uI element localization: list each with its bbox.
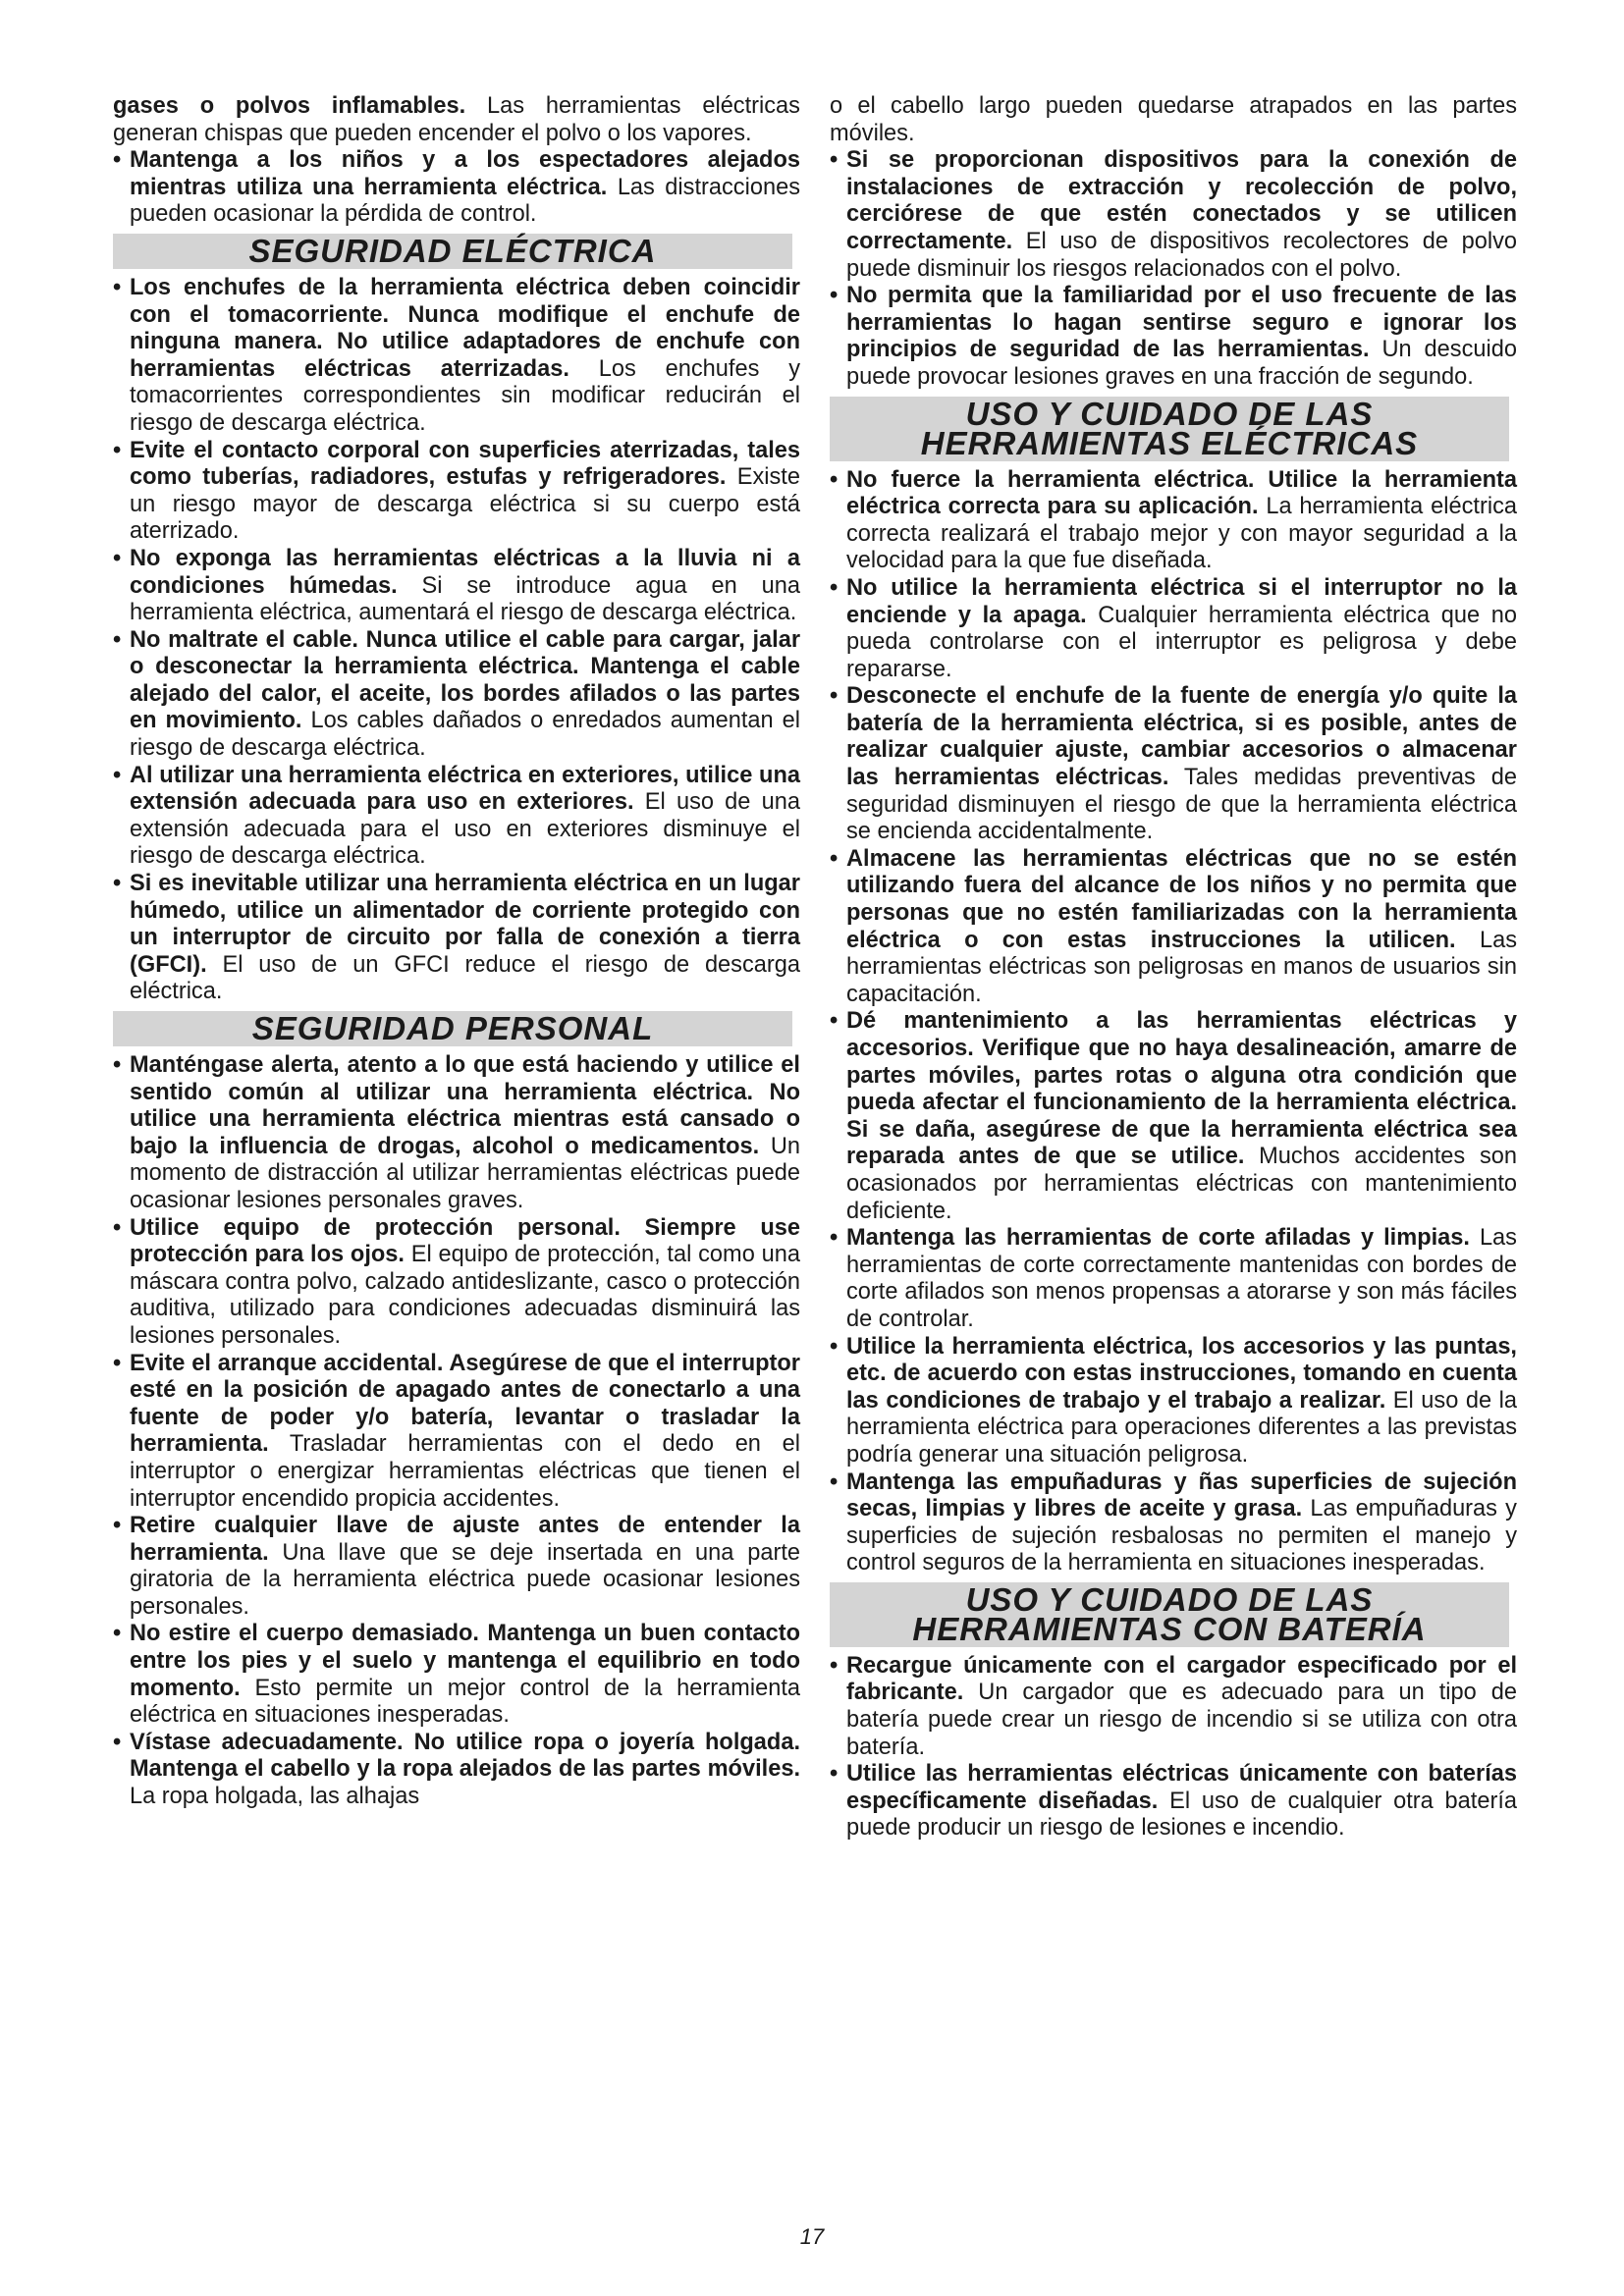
- bullet-bold: No maltrate el cable. Nunca utilice el cable para cargar, jalar o desconectar la herramienta eléctrica. Mantenga el cable alejado del calor, el aceite, los bordes afilados o las partes en movimiento.: [130, 626, 800, 734]
- bullet-bold: Evite el contacto corporal con superficies aterrizadas, tales como tuberías, radiadores, estufas y refrigeradores.: [130, 437, 800, 491]
- bullet-bold: Retire cualquier llave de ajuste antes de entender la herramienta.: [130, 1513, 800, 1566]
- bullet-text: Trasladar herramientas con el dedo en el interruptor o energizar herramientas eléctricas que tienen el interruptor encendido propicia accidentes.: [130, 1431, 800, 1512]
- bullet-item: [113, 1513, 800, 1621]
- bullet-item: [830, 1469, 1517, 1577]
- bullet-text: El uso de cualquier otra batería puede producir un riesgo de lesiones e incendio.: [846, 1788, 1517, 1842]
- bullet-text: Cualquier herramienta eléctrica que no pueda controlarse con el interruptor es peligrosa y debe repararse.: [846, 602, 1517, 682]
- bullet-item: [830, 846, 1517, 1009]
- bullet-bold: Dé mantenimiento a las herramientas eléctricas y accesorios. Verifique que no haya desalineación, amarre de partes móviles, partes rotas o alguna otra condición que pueda afectar el funcionamiento de la herramienta eléctrica. Si se daña, asegúrese de que la herramienta eléctrica sea reparada antes de que se utilice.: [846, 1008, 1517, 1170]
- paragraph-text: o el cabello largo pueden quedarse atrapados en las partes móviles.: [830, 93, 1517, 146]
- bullet-item: [113, 627, 800, 763]
- bullet-text: Un cargador que es adecuado para un tipo de batería puede crear un riesgo de incendio si se utiliza con otra batería.: [846, 1680, 1517, 1760]
- bullet-bold: Almacene las herramientas eléctricas que no se estén utilizando fuera del alcance de los niños y no permita que personas que no estén familiarizadas con la herramienta eléctrica o con estas instrucciones la utilicen.: [846, 845, 1517, 953]
- paragraph: [830, 93, 1517, 147]
- bullet-text: La ropa holgada, las alhajas: [130, 1784, 420, 1810]
- bullet-text: La herramienta eléctrica correcta realizará el trabajo mejor y con mayor seguridad a la velocidad para la que fue diseñada.: [846, 494, 1517, 574]
- bullet-item: [830, 283, 1517, 391]
- bullet-item: [113, 147, 800, 229]
- bullet-bold: Al utilizar una herramienta eléctrica en exteriores, utilice una extensión adecuada para uso en exteriores.: [130, 762, 800, 816]
- bullet-text: Las herramientas de corte correctamente mantenidas con bordes de corte afilados son menos propensas a atorarse y son más fáciles de controlar.: [846, 1225, 1517, 1332]
- bullet-text: Las herramientas eléctricas son peligrosas en manos de usuarios sin capacitación.: [846, 927, 1517, 1007]
- bullet-bold: No fuerce la herramienta eléctrica. Utilice la herramienta eléctrica correcta para su aplicación.: [846, 466, 1517, 520]
- bullet-text: Las empuñaduras y superficies de sujeción resbalosas no permiten el manejo y control seguros de la herramienta en situaciones inesperadas.: [846, 1496, 1517, 1576]
- bullet-bold: Mantenga las herramientas de corte afiladas y limpias.: [846, 1225, 1470, 1252]
- page-number: 17: [799, 2224, 825, 2249]
- bullet-item: [113, 1052, 800, 1215]
- bullet-bold: Mantenga a los niños y a los espectadores alejados mientras utiliza una herramienta eléctrica.: [130, 147, 800, 200]
- bullet-item: [830, 1761, 1517, 1842]
- bullet-text: El uso de dispositivos recolectores de polvo puede disminuir los riesgos relacionados con el polvo.: [846, 228, 1517, 282]
- bullet-item: [830, 1653, 1517, 1761]
- paragraph: [113, 93, 800, 147]
- bullet-item: [113, 438, 800, 546]
- bullet-bold: Utilice equipo de protección personal. Siempre use protección para los ojos.: [130, 1214, 800, 1268]
- bullet-bold: No exponga las herramientas eléctricas a la lluvia ni a condiciones húmedas.: [130, 545, 800, 599]
- bullet-item: [830, 467, 1517, 575]
- bullet-bold: Si se proporcionan dispositivos para la conexión de instalaciones de extracción y recolección de polvo, cerciórese de que estén conectados y se utilicen correctamente.: [846, 147, 1517, 254]
- bullet-item: [830, 575, 1517, 683]
- bullet-item: [113, 1621, 800, 1729]
- bullet-bold: Si es inevitable utilizar una herramienta eléctrica en un lugar húmedo, utilice un alimentador de corriente protegido con un interruptor de circuito por falla de conexión a tierra (GFCI).: [130, 871, 800, 978]
- paragraph-bold: gases o polvos inflamables.: [113, 93, 466, 119]
- bullet-bold: No utilice la herramienta eléctrica si el interruptor no la enciende y la apaga.: [846, 574, 1517, 628]
- bullet-text: Un momento de distracción al utilizar herramientas eléctricas puede ocasionar lesiones personales graves.: [130, 1133, 800, 1213]
- bullet-item: [113, 871, 800, 1006]
- bullet-text: Una llave que se deje insertada en una parte giratoria de la herramienta eléctrica puede ocasionar lesiones personales.: [130, 1539, 800, 1620]
- section-heading-seguridad-personal: SEGURIDAD PERSONAL: [113, 1011, 792, 1046]
- bullet-text: El uso de una extensión adecuada para el uso en exteriores disminuye el riesgo de descarga eléctrica.: [130, 789, 800, 870]
- bullet-item: [830, 1008, 1517, 1225]
- bullet-bold: No permita que la familiaridad por el uso frecuente de las herramientas lo hagan sentirse seguro e ignorar los principios de seguridad de las herramientas.: [846, 283, 1517, 363]
- bullet-bold: Evite el arranque accidental. Asegúrese de que el interruptor esté en la posición de apagado antes de conectarlo a una fuente de poder y/o batería, levantar o trasladar la herramienta.: [130, 1350, 800, 1458]
- bullet-item: [113, 1215, 800, 1351]
- bullet-bold: Mantenga las empuñaduras y ñas superficies de sujeción secas, limpias y libres de aceite y grasa.: [846, 1468, 1517, 1522]
- bullet-bold: Utilice la herramienta eléctrica, los accesorios y las puntas, etc. de acuerdo con estas instrucciones, tomando en cuenta las condiciones de trabajo y el trabajo a realizar.: [846, 1333, 1517, 1414]
- bullet-text: Existe un riesgo mayor de descarga eléctrica si su cuerpo está aterrizado.: [130, 464, 800, 545]
- bullet-item: [830, 683, 1517, 846]
- section-heading-seguridad-electrica: SEGURIDAD ELÉCTRICA: [113, 234, 792, 269]
- bullet-text: El equipo de protección, tal como una máscara contra polvo, calzado antideslizante, casco o protección auditiva, utilizado para condiciones adecuadas disminuirá las lesiones personales.: [130, 1242, 800, 1349]
- bullet-text: Los enchufes y tomacorrientes correspondientes sin modificar reducirán el riesgo de descarga eléctrica.: [130, 355, 800, 436]
- bullet-bold: Utilice las herramientas eléctricas únicamente con baterías específicamente diseñadas.: [846, 1761, 1517, 1814]
- section-heading-uso-cuidado-bateria: USO Y CUIDADO DE LAS HERRAMIENTAS CON BATERÍA: [830, 1582, 1509, 1647]
- bullet-item: [830, 1334, 1517, 1469]
- bullet-text: Un descuido puede provocar lesiones graves en una fracción de segundo.: [846, 337, 1517, 390]
- bullet-item: [113, 1351, 800, 1514]
- bullet-text: Tales medidas preventivas de seguridad disminuyen el riesgo de que la herramienta eléctrica se encienda accidentalmente.: [846, 765, 1518, 845]
- right-column: [830, 93, 1517, 1842]
- bullet-item: [113, 1730, 800, 1811]
- bullet-item: [113, 275, 800, 438]
- section-heading-uso-cuidado-herramientas: USO Y CUIDADO DE LAS HERRAMIENTAS ELÉCTRICAS: [830, 397, 1509, 461]
- bullet-text: Esto permite un mejor control de la herramienta eléctrica en situaciones inesperadas.: [130, 1675, 800, 1729]
- bullet-item: [830, 1225, 1517, 1333]
- bullet-item: [830, 147, 1517, 283]
- bullet-bold: Vístase adecuadamente. No utilice ropa o joyería holgada. Mantenga el cabello y la ropa alejados de las partes móviles.: [130, 1729, 800, 1783]
- bullet-bold: Recargue únicamente con el cargador especificado por el fabricante.: [846, 1652, 1517, 1706]
- bullet-text: El uso de la herramienta eléctrica para operaciones diferentes a las previstas podría generar una situación peligrosa.: [846, 1387, 1517, 1468]
- bullet-text: El uso de un GFCI reduce el riesgo de descarga eléctrica.: [130, 951, 800, 1005]
- bullet-bold: Los enchufes de la herramienta eléctrica deben coincidir con el tomacorriente. Nunca modifique el enchufe de ninguna manera. No utilice adaptadores de enchufe con herramientas eléctricas aterrizadas.: [130, 274, 800, 382]
- bullet-text: Las distracciones pueden ocasionar la pérdida de control.: [130, 174, 801, 228]
- paragraph-text: Las herramientas eléctricas generan chispas que pueden encender el polvo o los vapores.: [113, 93, 800, 146]
- bullet-text: Si se introduce agua en una herramienta eléctrica, aumentará el riesgo de descarga eléctrica.: [130, 572, 800, 626]
- bullet-item: [113, 546, 800, 627]
- bullet-bold: Manténgase alerta, atento a lo que está haciendo y utilice el sentido común al utilizar una herramienta eléctrica. No utilice una herramienta eléctrica mientras está cansado o bajo la influencia de drogas, alcohol o medicamentos.: [130, 1052, 800, 1159]
- bullet-bold: Desconecte el enchufe de la fuente de energía y/o quite la batería de la herramienta eléctrica, si es posible, antes de realizar cualquier ajuste, cambiar accesorios o almacenar las herramientas eléctricas.: [846, 683, 1517, 791]
- bullet-text: Los cables dañados o enredados aumentan el riesgo de descarga eléctrica.: [130, 708, 800, 762]
- bullet-text: Muchos accidentes son ocasionados por herramientas eléctricas con mantenimiento deficiente.: [846, 1144, 1517, 1224]
- bullet-item: [113, 763, 800, 871]
- left-column: [113, 93, 800, 1811]
- bullet-bold: No estire el cuerpo demasiado. Mantenga un buen contacto entre los pies y el suelo y mantenga el equilibrio en todo momento.: [130, 1621, 800, 1701]
